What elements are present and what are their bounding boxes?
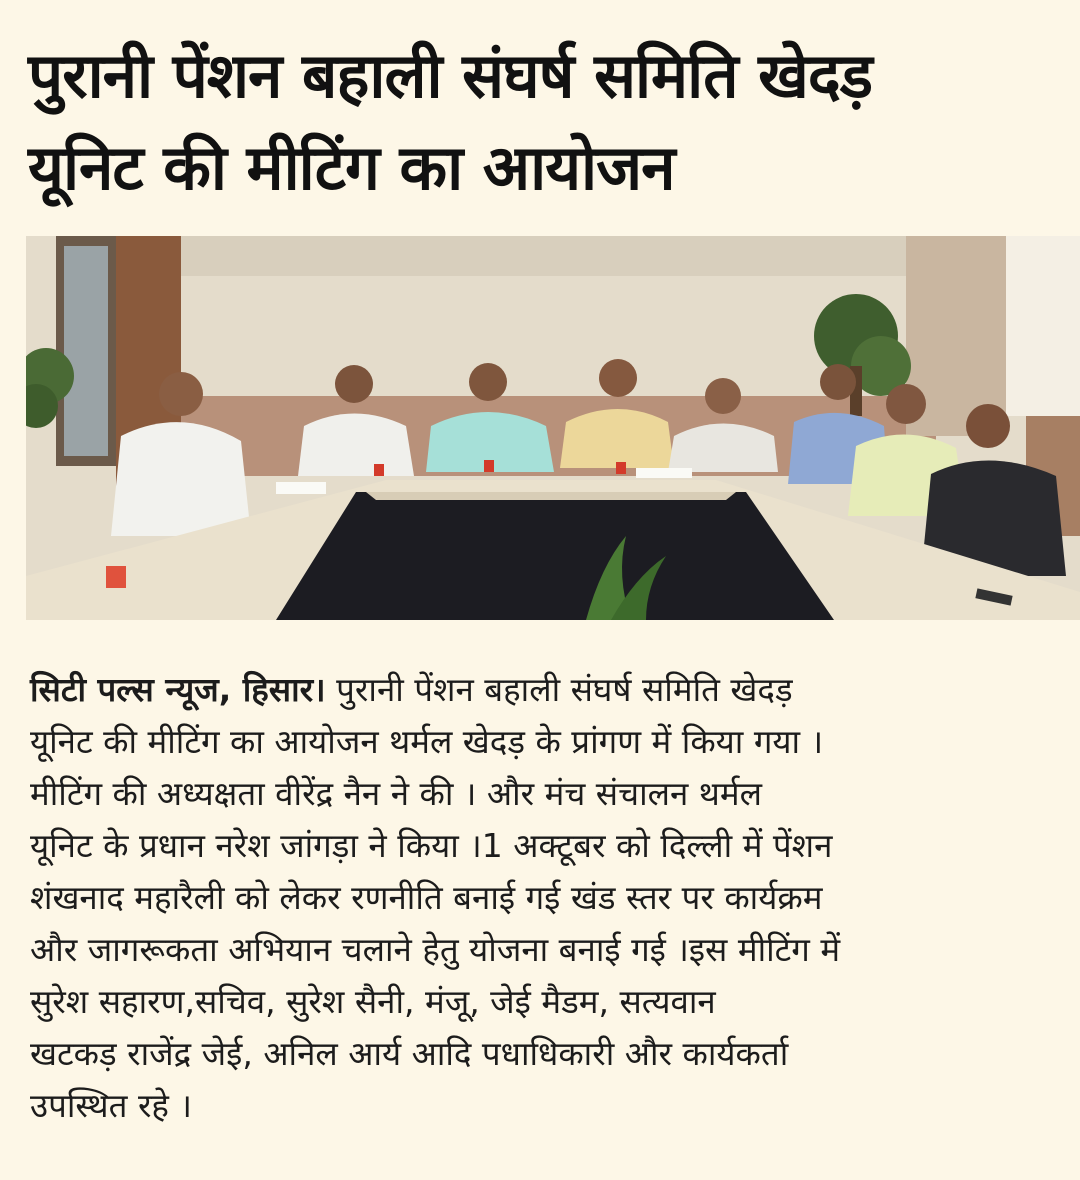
article-line-1	[30, 664, 1070, 716]
article-line-3: मीटिंग की अध्यक्षता वीरेंद्र नैन ने की । और मंच संचालन थर्मल	[30, 774, 762, 813]
article-line-5: शंखनाद महारैली को लेकर रणनीति बनाई गई खंड स्तर पर कार्यक्रम	[30, 878, 823, 917]
article-dateline: सिटी पल्स न्यूज, हिसार।	[30, 670, 326, 709]
article-line-7: सुरेश सहारण,सचिव, सुरेश सैनी, मंजू, जेई मैडम, सत्यवान	[30, 982, 716, 1021]
meeting-photo-illustration	[26, 236, 1080, 620]
article-body	[30, 664, 1070, 1132]
article-line-4: यूनिट के प्रधान नरेश जांगड़ा ने किया ।1 अक्टूबर को दिल्ली में पेंशन	[30, 826, 833, 865]
headline-line-2: यूनिट की मीटिंग का आयोजन	[28, 131, 675, 204]
article-line-8: खटकड़ राजेंद्र जेई, अनिल आर्य आदि पधाधिकारी और कार्यकर्ता	[30, 1034, 789, 1073]
article-line-1-text: पुरानी पेंशन बहाली संघर्ष समिति खेदड़	[325, 670, 793, 709]
article-line-6: और जागरूकता अभियान चलाने हेतु योजना बनाई गई ।इस मीटिंग में	[30, 930, 841, 969]
headline	[28, 30, 1068, 214]
article-line-9: उपस्थित रहे ।	[30, 1086, 192, 1125]
article-line-2: यूनिट की मीटिंग का आयोजन थर्मल खेदड़ के प्रांगण में किया गया ।	[30, 722, 824, 761]
headline-line-1: पुरानी पेंशन बहाली संघर्ष समिति खेदड़	[28, 39, 872, 112]
meeting-photo	[26, 236, 1080, 620]
